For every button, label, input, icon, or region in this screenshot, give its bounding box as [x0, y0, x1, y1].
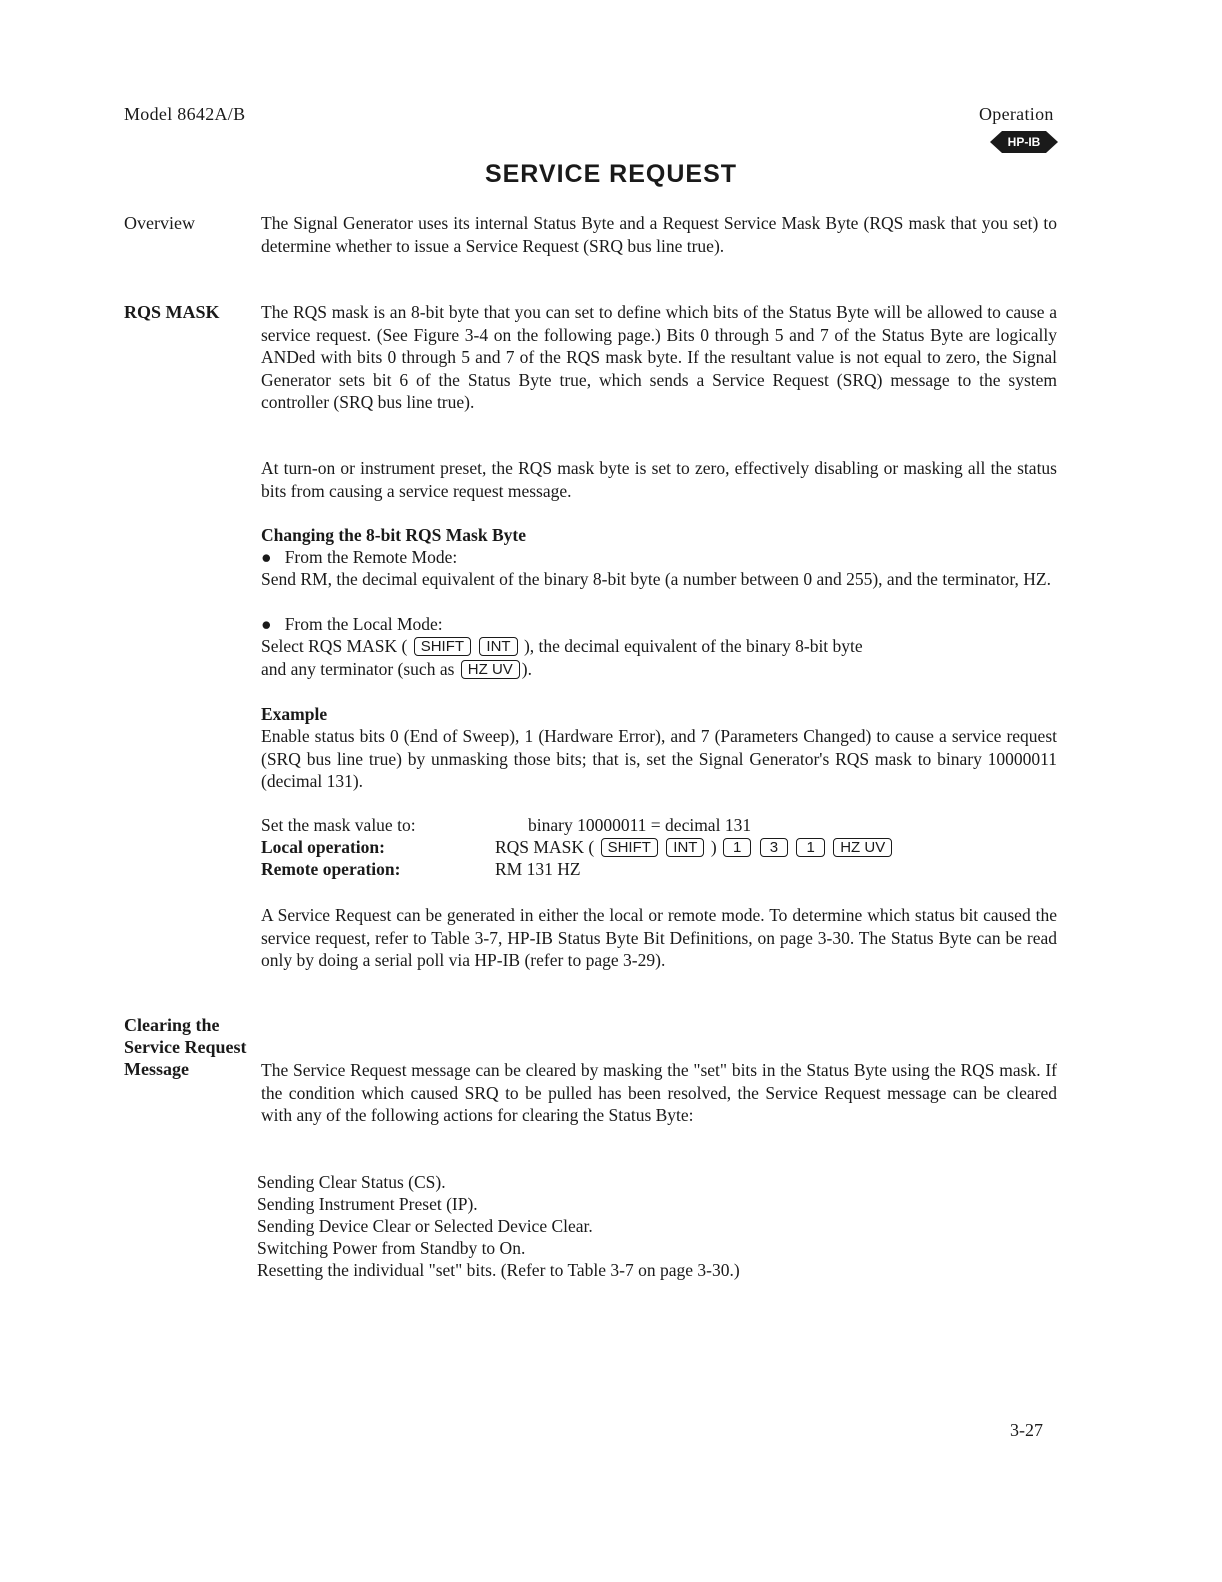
clearing-label-line1: Clearing the — [124, 1015, 220, 1035]
clearing-text: The Service Request message can be cleared by masking the "set" bits in the Status Byte using the RQS mask. If the condition which caused SRQ to be pulled has been resolved, the Service Request message can be cleared with any of the following actions for clearing the Status Byte: — [261, 1060, 1057, 1125]
overview-text: The Signal Generator uses its internal Status Byte and a Request Service Mask Byte (RQS mask that you set) to determine whether to issue a Service Request (SRQ bus line true). — [261, 213, 1057, 256]
clear-action-item: Sending Device Clear or Selected Device Clear. — [257, 1216, 593, 1236]
local-operation-label: Local operation: — [261, 837, 385, 857]
int-key: INT — [479, 637, 517, 656]
local-mode-line1: Select RQS MASK ( SHIFT INT ), the decimal equivalent of the binary 8-bit byte — [261, 636, 863, 656]
example-text: Enable status bits 0 (End of Sweep), 1 (Hardware Error), and 7 (Parameters Changed) to cause a service request (SRQ bus line true) by unmasking those bits; that is, set the Signal Generator's RQS mask to binary 10000011 (decimal 131). — [261, 726, 1057, 791]
hpib-badge-label: HP-IB — [1007, 135, 1041, 149]
set-mask-value: binary 10000011 = decimal 131 — [528, 815, 752, 835]
int-key: INT — [666, 838, 704, 857]
rqs-mask-para1: The RQS mask is an 8-bit byte that you can set to define which bits of the Status Byte will be allowed to cause a service request. (See Figure 3-4 on the following page.) Bits 0 through 5 and 7 of the Status Byte are logically ANDed with bits 0 through 5 and 7 of the RQS mask byte. If the resultant value is not equal to zero, the Signal Generator sets bit 6 of the Status Byte true, which sends a Service Request (SRQ) message to the system controller (SRQ bus line true). — [261, 302, 1057, 412]
local-mode-bullet: ● From the Local Mode: — [261, 614, 443, 634]
remote-operation-value: RM 131 HZ — [495, 859, 581, 879]
model-label: Model 8642A/B — [124, 104, 246, 124]
local-mode-line2: and any terminator (such as HZ UV ). — [261, 659, 532, 679]
remote-operation-label: Remote operation: — [261, 859, 401, 879]
changing-heading: Changing the 8-bit RQS Mask Byte — [261, 525, 526, 545]
page-number: 3-27 — [1010, 1420, 1043, 1440]
bullet-icon: ● — [261, 614, 272, 634]
clear-action-item: Sending Clear Status (CS). — [257, 1172, 446, 1192]
example-heading: Example — [261, 704, 328, 724]
hpib-badge — [990, 131, 1058, 153]
local-operation-value: RQS MASK ( SHIFT INT ) 1 3 1 HZ UV — [495, 837, 894, 858]
srq-explanation-text: A Service Request can be generated in either the local or remote mode. To determine which status bit caused the service request, refer to Table 3-7, HP-IB Status Byte Bit Definitions, on page 3-30. The Status Byte can be read only by doing a serial poll via HP-IB (refer to page 3-29). — [261, 905, 1057, 970]
clearing-label-line2: Service Request — [124, 1037, 247, 1057]
clearing-label-line3: Message — [124, 1059, 189, 1079]
page-title: SERVICE REQUEST — [484, 160, 738, 188]
set-mask-label: Set the mask value to: — [261, 815, 416, 835]
rqs-mask-para2: At turn-on or instrument preset, the RQS mask byte is set to zero, effectively disabling or masking all the status bits from causing a service request message. — [261, 458, 1057, 501]
bullet-icon: ● — [261, 547, 272, 567]
clear-action-item: Resetting the individual "set" bits. (Refer to Table 3-7 on page 3-30.) — [257, 1260, 740, 1280]
digit-1-key: 1 — [796, 838, 824, 857]
remote-mode-text: Send RM, the decimal equivalent of the binary 8-bit byte (a number between 0 and 255), and the terminator, HZ. — [261, 569, 1051, 589]
remote-mode-bullet: ● From the Remote Mode: — [261, 547, 458, 567]
clear-action-item: Sending Instrument Preset (IP). — [257, 1194, 478, 1214]
hz-uv-key: HZ UV — [833, 838, 892, 857]
clear-action-item: Switching Power from Standby to On. — [257, 1238, 526, 1258]
digit-1-key: 1 — [723, 838, 751, 857]
digit-3-key: 3 — [760, 838, 788, 857]
section-label: Operation — [979, 104, 1054, 124]
rqs-mask-label: RQS MASK — [124, 302, 220, 322]
shift-key: SHIFT — [414, 637, 471, 656]
overview-label: Overview — [124, 213, 195, 233]
hz-uv-key: HZ UV — [461, 660, 520, 679]
shift-key: SHIFT — [601, 838, 658, 857]
